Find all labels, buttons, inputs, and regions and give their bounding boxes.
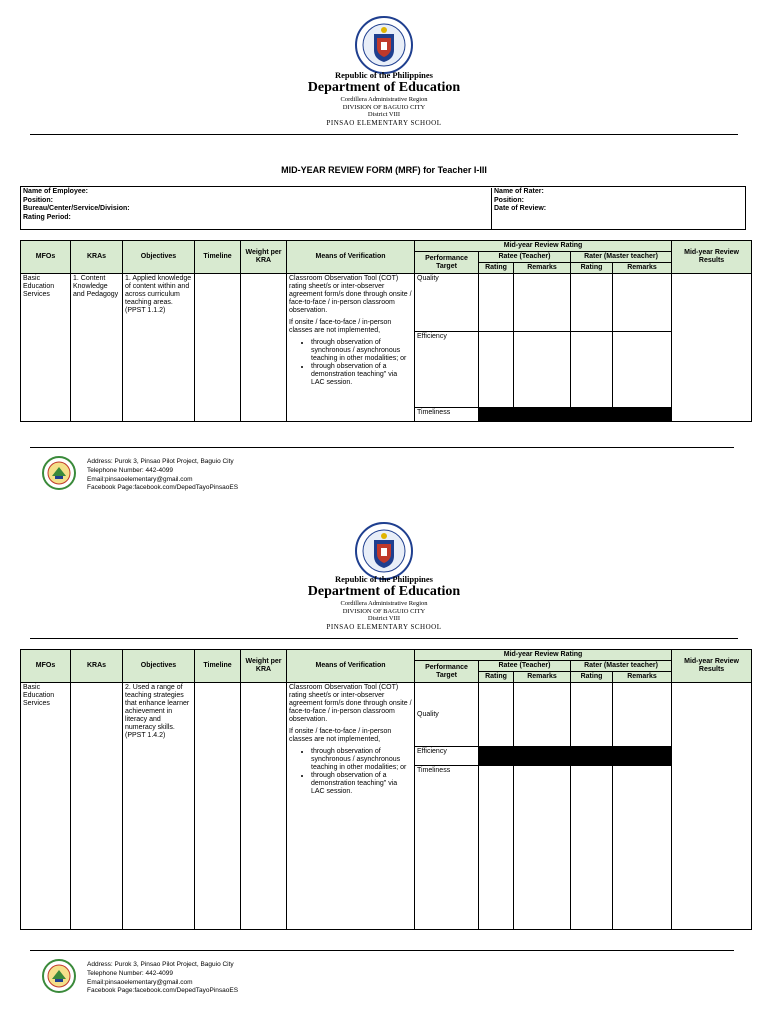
- kras-header: KRAs: [71, 650, 123, 683]
- school-logo-icon: [42, 456, 76, 490]
- footer-contact: [87, 961, 238, 996]
- rater-rating-header: Rating: [571, 263, 613, 274]
- ratee-remarks-cell[interactable]: [514, 683, 571, 747]
- shaded-cell: [479, 408, 672, 422]
- performance-target-header: Performance Target: [415, 661, 479, 683]
- position-label: Position:: [23, 196, 53, 204]
- ratee-rating-cell[interactable]: [479, 332, 514, 408]
- footer-address: Address: Purok 3, Pinsao Pilot Project, Baguio City: [87, 458, 234, 465]
- page-1: [0, 0, 768, 504]
- footer-email[interactable]: Email:pinsaoelementary@gmail.com: [87, 978, 193, 986]
- ratee-remarks-cell[interactable]: [514, 332, 571, 408]
- objective-cell: 2. Used a range of teaching strategies that enhance learner achievement in literacy and numeracy skills. (PPST 1.4.2): [123, 683, 195, 930]
- weight-cell[interactable]: [241, 683, 287, 930]
- timeline-cell[interactable]: [195, 683, 241, 930]
- mov-paragraph-2: If onsite / face-to-face / in-person classes are not implemented,: [289, 319, 392, 334]
- mrf-table-2: [20, 649, 752, 930]
- rater-rating-cell[interactable]: [571, 766, 613, 930]
- ratee-remarks-header: Remarks: [514, 263, 571, 274]
- rating-period-label: Rating Period:: [23, 213, 71, 221]
- header-divider: [30, 638, 738, 639]
- ratee-rating-cell[interactable]: [479, 766, 514, 930]
- table-row: [21, 683, 752, 747]
- bureau-label: Bureau/Center/Service/Division:: [23, 205, 130, 212]
- footer-divider: [30, 950, 734, 951]
- republic-line: Republic of the Philippines: [334, 70, 433, 80]
- kra-cell: [71, 683, 123, 930]
- rater-rating-cell[interactable]: [571, 332, 613, 408]
- quality-cell: Quality: [415, 683, 479, 747]
- rater-header: Rater (Master teacher): [571, 252, 672, 263]
- table-row: [21, 274, 752, 332]
- means-header: Means of Verification: [287, 241, 415, 274]
- results-cell[interactable]: [672, 274, 752, 422]
- name-of-rater-label: Name of Rater:: [494, 188, 544, 195]
- objectives-header: Objectives: [123, 650, 195, 683]
- footer-facebook[interactable]: Facebook Page:facebook.com/DepedTayoPinsaoES: [87, 987, 239, 995]
- rater-remarks-header: Remarks: [613, 672, 672, 683]
- rater-remarks-cell[interactable]: [613, 274, 672, 332]
- republic-line: Republic of the Philippines: [334, 574, 433, 584]
- results-cell[interactable]: [672, 683, 752, 930]
- weight-header: Weight per KRA: [241, 241, 287, 274]
- footer-telephone: Telephone Number: 442-4099: [87, 466, 174, 474]
- deped-seal-icon: [355, 16, 413, 74]
- mov-paragraph-1: Classroom Observation Tool (COT) rating sheet/s or inter-observer agreement form/s done through onsite / face-to-face / in-person classroom observation.: [289, 275, 412, 314]
- means-header: Means of Verification: [287, 650, 415, 683]
- region-line: Cordillera Administrative Region: [340, 96, 428, 103]
- weight-cell[interactable]: [241, 274, 287, 422]
- mov-paragraph-1: Classroom Observation Tool (COT) rating sheet/s or inter-observer agreement form/s done through onsite / face-to-face / in-person classroom observation.: [289, 684, 412, 723]
- performance-target-header: Performance Target: [415, 252, 479, 274]
- ratee-remarks-cell[interactable]: [514, 766, 571, 930]
- results-header: Mid-year Review Results: [672, 241, 752, 274]
- footer-email[interactable]: Email:pinsaoelementary@gmail.com: [87, 475, 193, 483]
- district-line: District VIII: [367, 615, 401, 622]
- district-line: District VIII: [367, 111, 401, 118]
- results-header: Mid-year Review Results: [672, 650, 752, 683]
- ratee-header: Ratee (Teacher): [479, 661, 571, 672]
- letterhead: [0, 574, 768, 631]
- footer-contact: [87, 458, 238, 493]
- mfos-header: MFOs: [21, 650, 71, 683]
- footer-divider: [30, 447, 734, 448]
- shaded-cell: [479, 747, 672, 766]
- mfo-cell: Basic Education Services: [21, 274, 71, 422]
- quality-cell: Quality: [415, 274, 479, 332]
- division-line: DIVISION OF BAGUIO CITY: [342, 103, 426, 111]
- letterhead: [0, 70, 768, 127]
- timeline-cell[interactable]: [195, 274, 241, 422]
- school-logo-icon: [42, 959, 76, 993]
- department-line: Department of Education: [307, 584, 461, 599]
- ratee-remarks-header: Remarks: [514, 672, 571, 683]
- mov-bullet-1: • through observation of synchronous / asynchronous teaching in other modalities; or: [311, 748, 412, 772]
- efficiency-cell: Efficiency: [415, 332, 479, 408]
- department-line: Department of Education: [307, 80, 461, 95]
- rater-remarks-cell[interactable]: [613, 683, 672, 747]
- efficiency-cell: Efficiency: [415, 747, 479, 766]
- header-divider: [30, 134, 738, 135]
- ratee-rating-header: Rating: [479, 672, 514, 683]
- date-of-review-label: Date of Review:: [494, 205, 547, 212]
- means-of-verification-cell: [287, 683, 415, 930]
- mov-bullet-2: • through observation of a demonstration teaching" via LAC session.: [311, 772, 412, 796]
- footer-telephone: Telephone Number: 442-4099: [87, 969, 174, 977]
- rater-rating-cell[interactable]: [571, 274, 613, 332]
- region-line: Cordillera Administrative Region: [340, 600, 428, 607]
- school-line: PINSAO ELEMENTARY SCHOOL: [326, 622, 442, 631]
- rater-remarks-cell[interactable]: [613, 332, 672, 408]
- ratee-header: Ratee (Teacher): [479, 252, 571, 263]
- ratee-rating-cell[interactable]: [479, 274, 514, 332]
- rater-rating-cell[interactable]: [571, 683, 613, 747]
- mfos-header: MFOs: [21, 241, 71, 274]
- mfo-cell: Basic Education Services: [21, 683, 71, 930]
- mov-paragraph-2: If onsite / face-to-face / in-person classes are not implemented,: [289, 728, 392, 743]
- school-line: PINSAO ELEMENTARY SCHOOL: [326, 118, 442, 127]
- form-title: MID-YEAR REVIEW FORM (MRF) for Teacher I-III: [281, 165, 487, 175]
- footer: [30, 447, 738, 492]
- kra-cell: 1. Content Knowledge and Pedagogy: [71, 274, 123, 422]
- rater-position-label: Position:: [494, 196, 524, 204]
- means-of-verification-cell: [287, 274, 415, 422]
- objectives-header: Objectives: [123, 241, 195, 274]
- timeliness-cell: Timeliness: [415, 408, 479, 422]
- mrf-table-1: [20, 240, 752, 422]
- ratee-rating-cell[interactable]: [479, 683, 514, 747]
- rater-remarks-cell[interactable]: [613, 766, 672, 930]
- weight-header: Weight per KRA: [241, 650, 287, 683]
- rater-header: Rater (Master teacher): [571, 661, 672, 672]
- employee-info-box: [20, 186, 746, 230]
- footer-address: Address: Purok 3, Pinsao Pilot Project, Baguio City: [87, 961, 234, 968]
- mov-bullet-1: • through observation of synchronous / asynchronous teaching in other modalities; or: [311, 339, 412, 363]
- footer: [30, 950, 738, 995]
- ratee-rating-header: Rating: [479, 263, 514, 274]
- footer-facebook[interactable]: Facebook Page:facebook.com/DepedTayoPinsaoES: [87, 484, 239, 492]
- mid-year-rating-header: Mid-year Review Rating: [415, 241, 672, 252]
- deped-seal-icon: [355, 522, 413, 580]
- objective-cell: 1. Applied knowledge of content within and across curriculum teaching areas. (PPST 1.1.2): [123, 274, 195, 422]
- rater-remarks-header: Remarks: [613, 263, 672, 274]
- timeliness-cell: Timeliness: [415, 766, 479, 930]
- timeline-header: Timeline: [195, 650, 241, 683]
- page-2: [0, 504, 768, 1024]
- mov-bullet-2: • through observation of a demonstration teaching" via LAC session.: [311, 363, 412, 387]
- timeline-header: Timeline: [195, 241, 241, 274]
- mid-year-rating-header: Mid-year Review Rating: [415, 650, 672, 661]
- name-of-employee-label: Name of Employee:: [23, 188, 88, 195]
- ratee-remarks-cell[interactable]: [514, 274, 571, 332]
- rater-rating-header: Rating: [571, 672, 613, 683]
- kras-header: KRAs: [71, 241, 123, 274]
- division-line: DIVISION OF BAGUIO CITY: [342, 607, 426, 615]
